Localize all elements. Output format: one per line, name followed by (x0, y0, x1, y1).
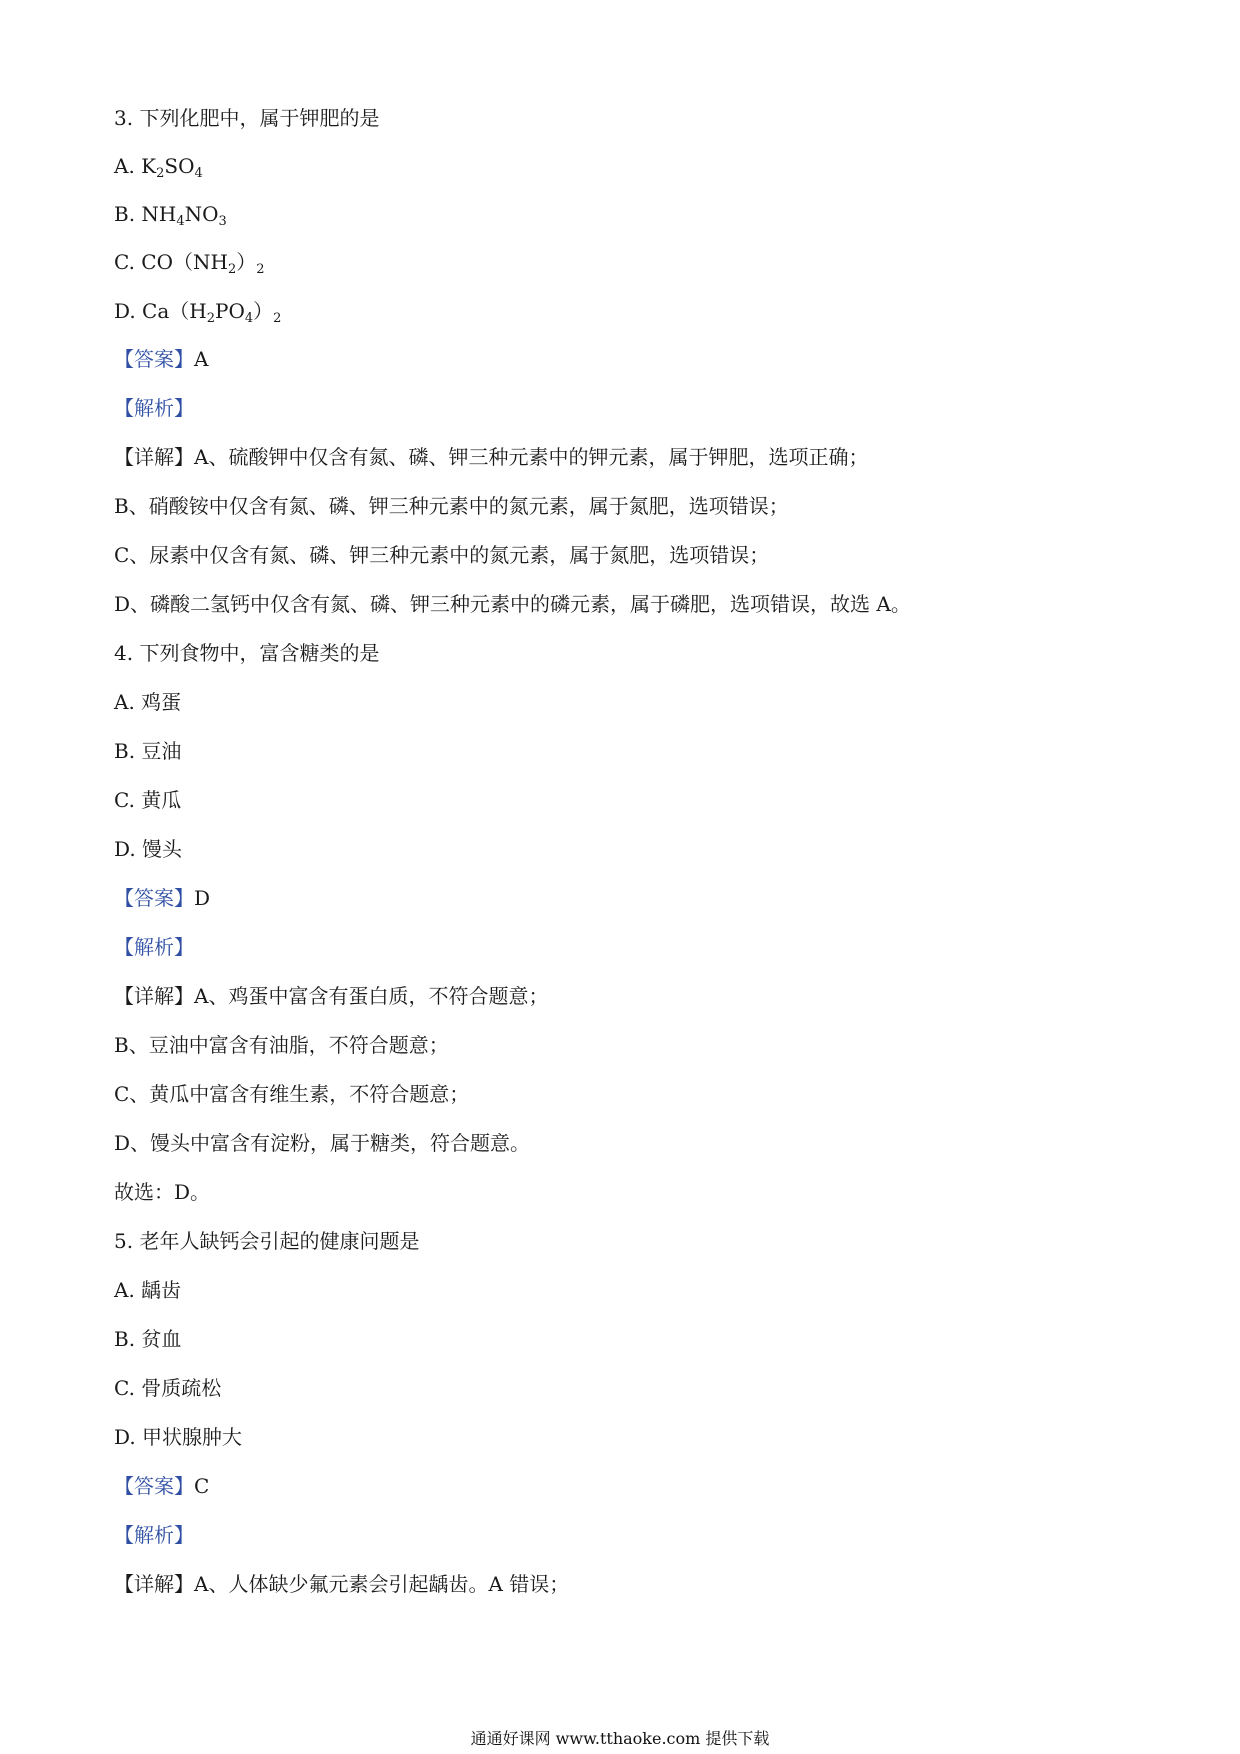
q4-conclusion: 故选：D。 (114, 1180, 211, 1204)
q3-answer (114, 345, 208, 373)
q5-analysis-label: 【解析】 (114, 1523, 194, 1547)
q3-detail-4: D、磷酸二氢钙中仅含有氮、磷、钾三种元素中的磷元素，属于磷肥，选项错误，故选 A。 (114, 592, 911, 616)
q4-analysis-label: 【解析】 (114, 935, 194, 959)
q4-answer (114, 884, 210, 912)
q3-stem: 3. 下列化肥中，属于钾肥的是 (114, 106, 380, 130)
q4-stem: 4. 下列食物中，富含糖类的是 (114, 641, 380, 665)
q4-detail-4: D、馒头中富含有淀粉，属于糖类，符合题意。 (114, 1131, 531, 1155)
q3-detail-1: 【详解】A、硫酸钾中仅含有氮、磷、钾三种元素中的钾元素，属于钾肥，选项正确； (114, 445, 869, 469)
q4-option-c: C. 黄瓜 (114, 788, 182, 812)
q5-detail-1: 【详解】A、人体缺少氟元素会引起龋齿。A 错误； (114, 1572, 570, 1596)
q3-detail-2: B、硝酸铵中仅含有氮、磷、钾三种元素中的氮元素，属于氮肥，选项错误； (114, 494, 789, 518)
answer-label: 【答案】 (114, 1474, 194, 1498)
q3-option-a: A. $K_2SO_4$ (114, 154, 203, 181)
q4-detail-3: C、黄瓜中富含有维生素，不符合题意； (114, 1082, 470, 1106)
answer-value: D (194, 886, 211, 910)
q5-option-a: A. 龋齿 (114, 1278, 182, 1302)
page-footer: 通通好课网 www.tthaoke.com 提供下载 (470, 1729, 770, 1748)
answer-label: 【答案】 (114, 886, 194, 910)
detail-label: 【详解】 (114, 1572, 194, 1596)
q4-option-d: D. 馒头 (114, 837, 183, 861)
q5-answer (114, 1472, 209, 1500)
q4-detail-2: B、豆油中富含有油脂，不符合题意； (114, 1033, 449, 1057)
q4-option-b: B. 豆油 (114, 739, 182, 763)
detail-label: 【详解】 (114, 984, 194, 1008)
q3-detail-3: C、尿素中仅含有氮、磷、钾三种元素中的氮元素，属于氮肥，选项错误； (114, 543, 770, 567)
q4-option-a: A. 鸡蛋 (114, 690, 182, 714)
answer-label: 【答案】 (114, 347, 194, 371)
q5-option-d: D. 甲状腺肿大 (114, 1425, 243, 1449)
q3-analysis-label: 【解析】 (114, 396, 194, 420)
q5-option-b: B. 贫血 (114, 1327, 182, 1351)
q3-option-c: C. $CO(NH_2)_2$ (114, 250, 265, 277)
q3-option-b: B. $NH_4NO_3$ (114, 202, 227, 229)
answer-value: A (194, 347, 209, 371)
detail-label: 【详解】 (114, 445, 194, 469)
q3-option-d: D. $Ca(H_2PO_4)_2$ (114, 299, 282, 326)
q5-option-c: C. 骨质疏松 (114, 1376, 222, 1400)
q4-detail-1: 【详解】A、鸡蛋中富含有蛋白质，不符合题意； (114, 984, 549, 1008)
answer-value: C (194, 1474, 210, 1498)
q5-stem: 5. 老年人缺钙会引起的健康问题是 (114, 1229, 420, 1253)
